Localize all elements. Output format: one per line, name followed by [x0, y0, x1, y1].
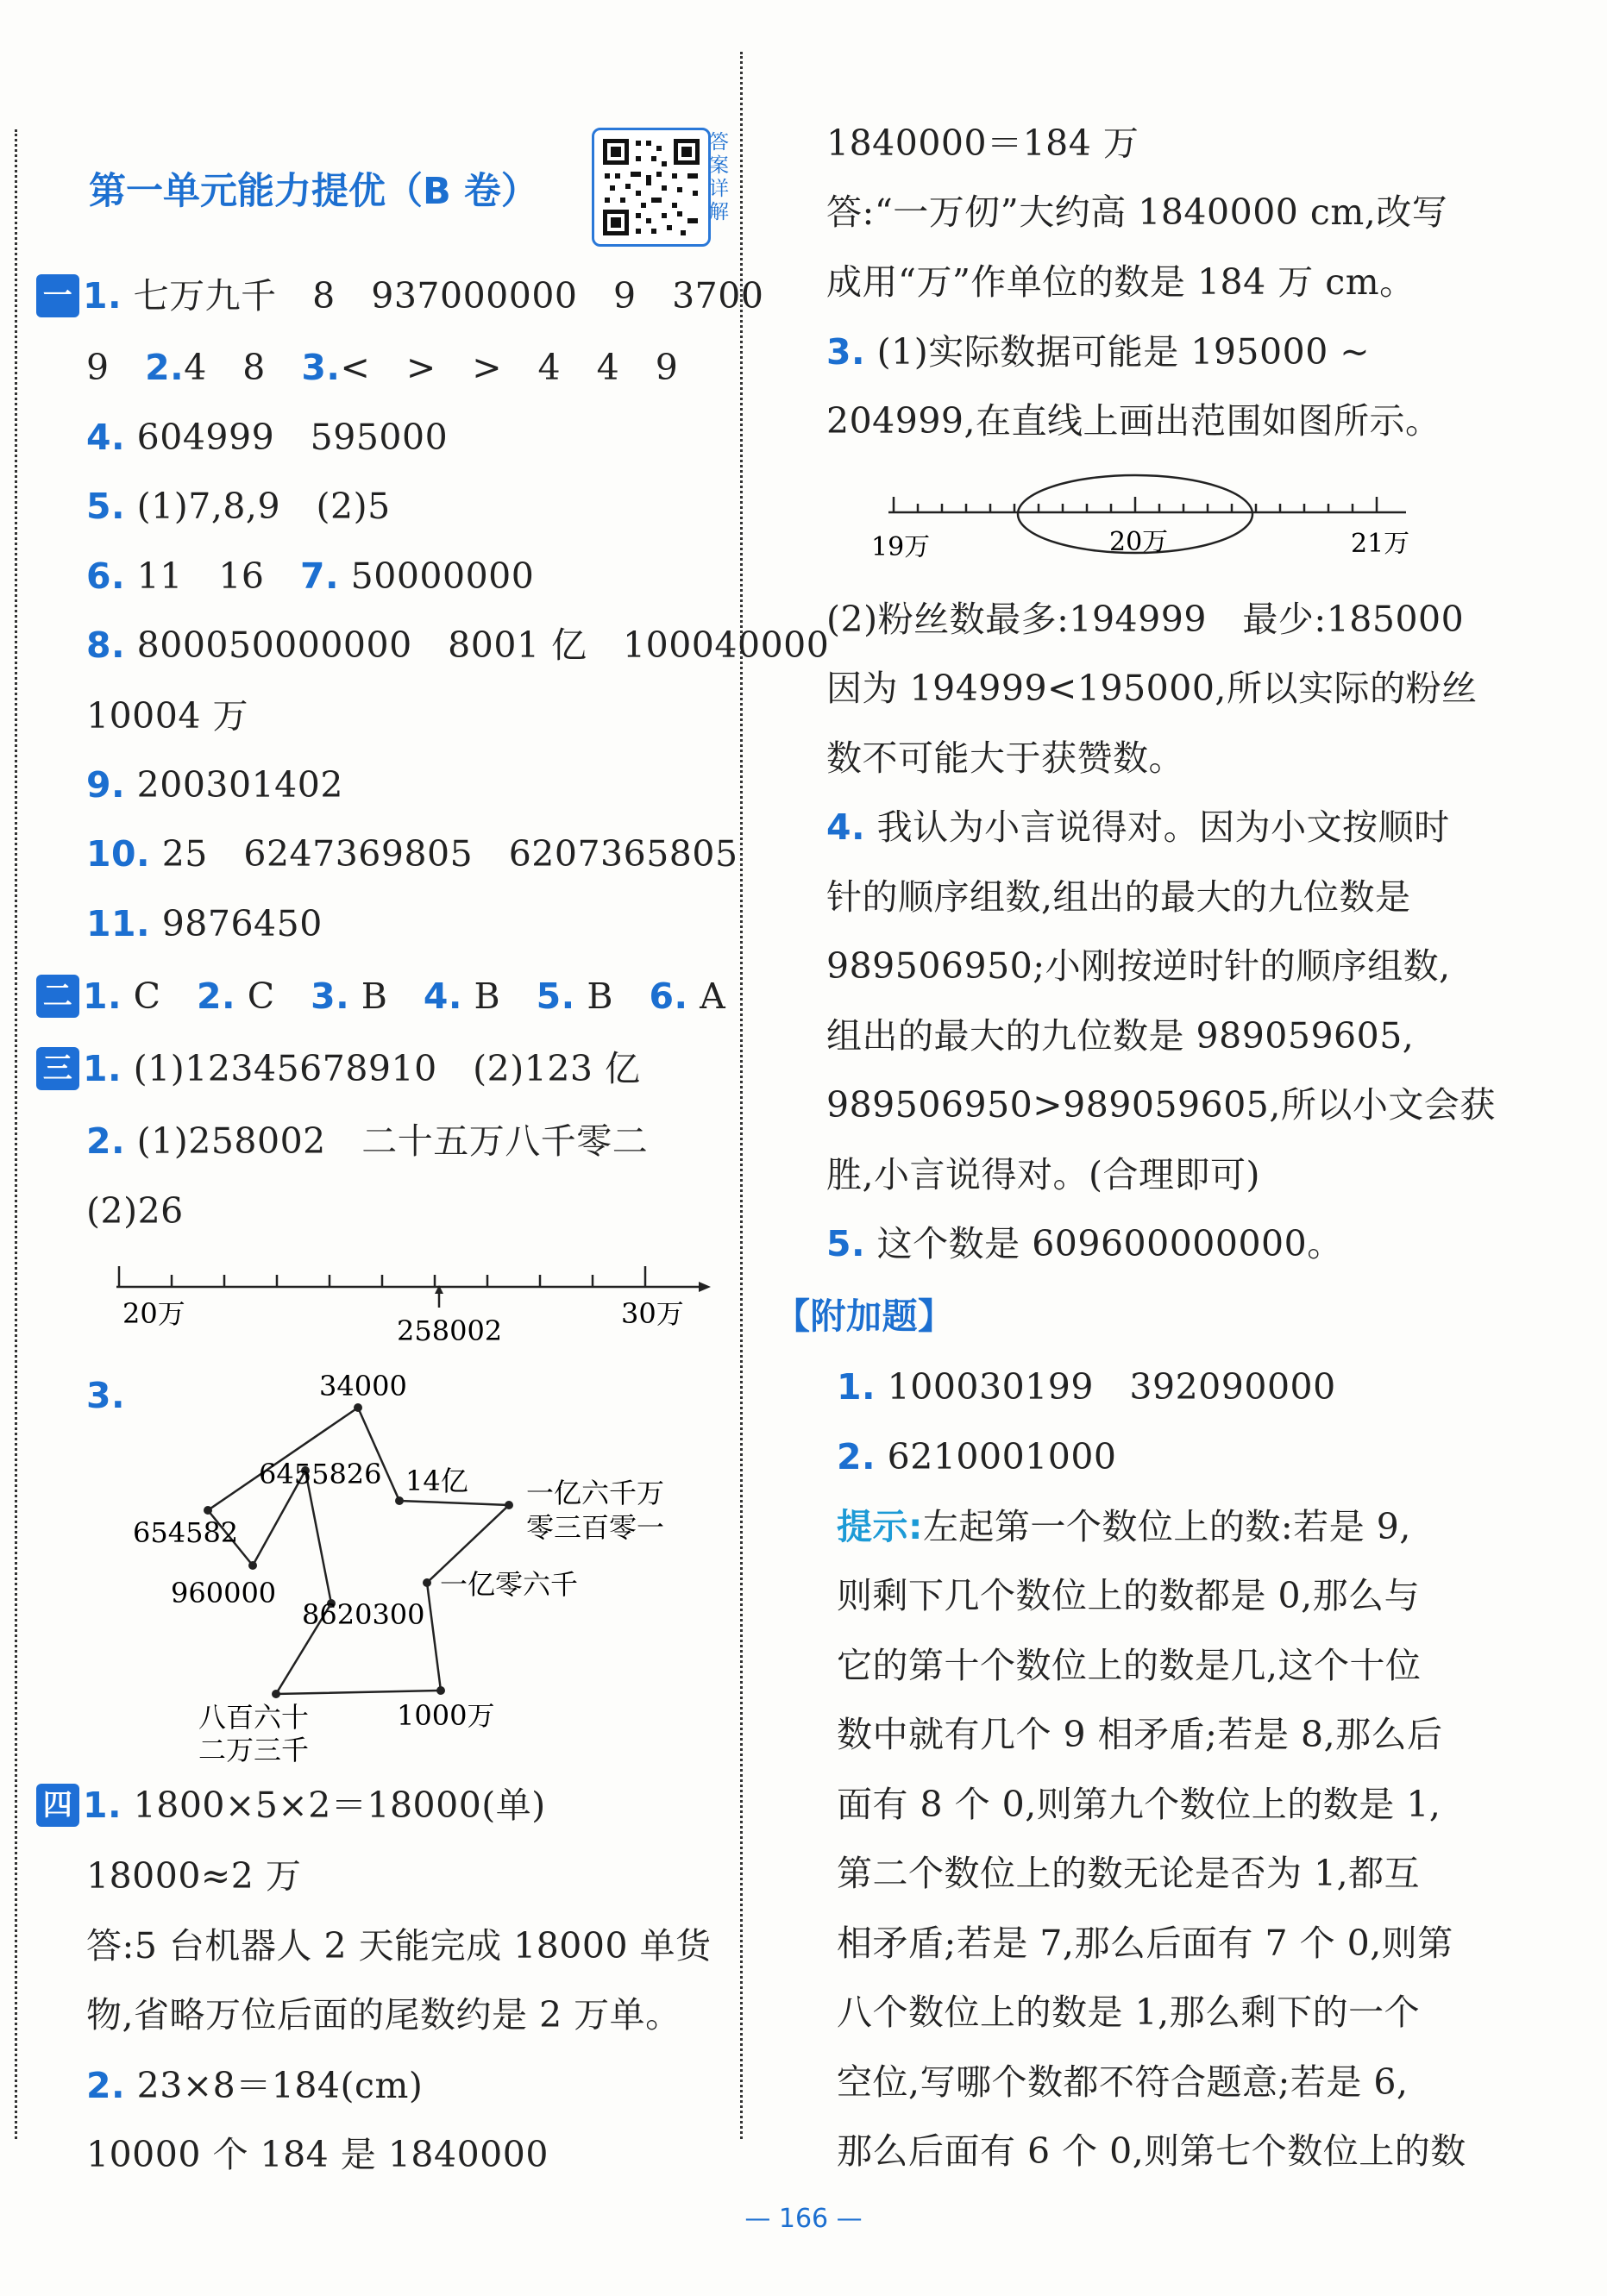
star-node-i: 1000万 — [397, 1699, 495, 1732]
right-line-24 — [837, 1849, 1420, 1898]
answer-text: 针的顺序组数,组出的最大的九位数是 — [826, 876, 1411, 918]
answer-text: (2)26 — [86, 1190, 184, 1232]
star-diagram — [121, 1354, 707, 1768]
q-number: 9. — [86, 764, 126, 806]
answer-text: 面有 8 个 0,则第九个数位上的数是 1, — [837, 1784, 1441, 1825]
left-line-21 — [86, 2130, 549, 2179]
q-number: 2. — [145, 347, 185, 388]
left-line-7 — [86, 692, 248, 740]
q-number: 6. — [86, 555, 126, 597]
answer-text: 七万九千 8 937000000 9 3700 — [133, 275, 764, 317]
star-path — [208, 1408, 509, 1694]
left-line-13 — [86, 1117, 648, 1165]
star-node-g: 8620300 — [302, 1598, 425, 1631]
answer-text: 989506950;小刚按逆时针的顺序组数, — [826, 945, 1451, 987]
number-line-20w-30w — [104, 1242, 725, 1354]
answer-text: 4 8 — [184, 347, 302, 388]
answer-text: 9 — [86, 347, 146, 388]
right-line-1 — [826, 119, 1139, 167]
answer-text: 这个数是 609600000000。 — [876, 1223, 1343, 1264]
answer-text: C — [247, 975, 311, 1017]
answer-text: 它的第十个数位上的数是几,这个十位 — [837, 1645, 1422, 1686]
number-line-right-label: 30万 — [621, 1297, 684, 1330]
answer-text: A — [700, 975, 726, 1017]
star-node-f: 960000 — [171, 1577, 277, 1609]
answer-text: 我认为小言说得对。因为小文按顺时 — [876, 806, 1450, 848]
q-number: 2. — [837, 1436, 876, 1477]
right-line-13 — [826, 1081, 1496, 1129]
answer-text: 相矛盾;若是 7,那么后面有 7 个 0,则第 — [837, 1923, 1453, 1964]
star-node-h1: 八百六十 — [198, 1701, 310, 1734]
number-line-left-label: 20万 — [122, 1297, 185, 1330]
q-number: 2. — [86, 1120, 126, 1162]
right-line-12 — [826, 1012, 1414, 1060]
answer-text: 604999 595000 — [136, 417, 449, 458]
q-number: 5. — [536, 975, 575, 1017]
answer-text: 200301402 — [136, 764, 343, 806]
q-number: 1. — [83, 275, 122, 317]
q-number: 5. — [826, 1223, 866, 1264]
answer-text: 10004 万 — [86, 695, 248, 737]
page-number: — 166 — — [744, 2204, 863, 2234]
left-line-18 — [86, 1922, 712, 1970]
right-line-22 — [837, 1710, 1443, 1759]
answer-text: 9876450 — [161, 903, 323, 944]
right-line-26 — [837, 1988, 1420, 2036]
right-line-14 — [826, 1151, 1260, 1199]
right-line-4 — [826, 328, 1370, 376]
left-line-10 — [86, 900, 323, 948]
answer-text: 数不可能大于获赞数。 — [826, 737, 1184, 779]
answer-text: 因为 194999<195000,所以实际的粉丝 — [826, 668, 1478, 709]
answer-text: 那么后面有 6 个 0,则第七个数位上的数 — [837, 2130, 1466, 2172]
q-number: 1. — [837, 1366, 876, 1408]
answer-text: B — [587, 975, 650, 1017]
answer-text: 答:5 台机器人 2 天能完成 18000 单货 — [86, 1925, 712, 1967]
hint-label: 提示: — [837, 1506, 923, 1547]
answer-text: 左起第一个数位上的数:若是 9, — [922, 1506, 1411, 1547]
q-number: 4. — [86, 417, 126, 458]
answer-text: 组出的最大的九位数是 989059605, — [826, 1015, 1415, 1057]
left-line-19 — [86, 1991, 681, 2039]
answer-text: 物,省略万位后面的尾数约是 2 万单。 — [86, 1994, 681, 2036]
right-line-18 — [837, 1433, 1117, 1481]
answer-text: 答:“一万仞”大约高 1840000 cm,改写 — [826, 191, 1448, 233]
answer-text: 10000 个 184 是 1840000 — [86, 2134, 549, 2175]
left-line-20 — [86, 2061, 423, 2110]
right-line-10 — [826, 873, 1411, 921]
answer-text: 18000≈2 万 — [86, 1855, 302, 1897]
right-line-6 — [826, 595, 1464, 643]
left-line-8 — [86, 761, 343, 809]
answer-text: 则剩下几个数位上的数都是 0,那么与 — [837, 1575, 1421, 1616]
right-line-21 — [837, 1641, 1422, 1690]
column-divider — [740, 52, 743, 2139]
q-number: 4. — [423, 975, 462, 1017]
section-badge-4: 四 — [36, 1784, 79, 1827]
right-line-9 — [826, 803, 1450, 851]
left-line-11 — [36, 972, 725, 1021]
q-number: 3. — [311, 975, 350, 1017]
bonus-section-heading: 【附加题】 — [775, 1295, 954, 1337]
qr-code-label: 答案详解 — [709, 131, 729, 223]
q-number: 2. — [86, 2065, 126, 2106]
star-node-b: 14亿 — [405, 1465, 468, 1497]
answer-text: 204999,在直线上画出范围如图所示。 — [826, 400, 1441, 442]
right-line-15 — [826, 1220, 1343, 1268]
left-line-16 — [36, 1781, 546, 1830]
qr-code-icon — [594, 130, 708, 244]
answer-text: (1)12345678910 (2)123 亿 — [133, 1048, 641, 1089]
answer-text: 第二个数位上的数无论是否为 1,都互 — [837, 1853, 1421, 1894]
left-line-14 — [86, 1187, 184, 1235]
right-line-7 — [826, 664, 1477, 712]
star-node-e: 一亿零六千 — [440, 1568, 579, 1601]
page-title: 第一单元能力提优（B 卷） — [89, 170, 538, 213]
answer-text: 800050000000 8001 亿 100040000 — [136, 624, 830, 666]
q-number: 3. — [301, 347, 341, 388]
left-line-2 — [86, 343, 678, 392]
star-node-c1: 一亿六千万 — [526, 1477, 665, 1509]
answer-text: 100030199 392090000 — [887, 1366, 1336, 1408]
answer-text: 11 16 — [136, 555, 300, 597]
answer-text: (1)258002 二十五万八千零二 — [136, 1120, 649, 1162]
number-line-mid-label: 20万 — [1109, 527, 1169, 557]
q-number: 7. — [300, 555, 340, 597]
star-node-h2: 二万三千 — [198, 1734, 310, 1766]
answer-text: 989506950>989059605,所以小文会获 — [826, 1084, 1496, 1126]
q-number: 8. — [86, 624, 126, 666]
left-line-17 — [86, 1852, 301, 1900]
number-line-left-label: 19万 — [871, 532, 931, 562]
right-line-11 — [826, 942, 1451, 990]
answer-text: C — [133, 975, 198, 1017]
answer-text: 数中就有几个 9 相矛盾;若是 8,那么后 — [837, 1714, 1443, 1755]
q-number: 1. — [83, 1048, 122, 1089]
q-number: 3. — [826, 331, 866, 373]
answer-text: (2)粉丝数最多:194999 最少:185000 — [826, 599, 1465, 640]
left-line-5 — [86, 552, 534, 600]
left-line-6 — [86, 621, 829, 669]
right-line-23 — [837, 1780, 1441, 1829]
qr-code[interactable] — [592, 128, 711, 247]
left-line-9 — [86, 830, 738, 878]
left-margin-divider — [15, 129, 17, 2139]
answer-text: 胜,小言说得对。(合理即可) — [826, 1154, 1261, 1195]
left-line-12 — [36, 1044, 641, 1094]
right-line-20 — [837, 1571, 1420, 1620]
answer-text: 25 6247369805 6207365805 — [161, 833, 738, 875]
answer-text: (1)7,8,9 (2)5 — [136, 486, 391, 527]
left-line-4 — [86, 482, 391, 530]
right-line-28 — [837, 2127, 1466, 2175]
star-node-c2: 零三百零一 — [526, 1511, 665, 1544]
answer-text: B — [361, 975, 424, 1017]
q-number: 3. — [86, 1375, 126, 1416]
left-line-15 — [86, 1371, 125, 1420]
right-line-5 — [826, 397, 1441, 445]
star-node-a: 6455826 — [259, 1458, 382, 1490]
q-number: 1. — [83, 1785, 122, 1826]
number-line-19w-21w — [871, 473, 1423, 568]
answer-text: < > > 4 4 9 — [340, 347, 679, 388]
section-badge-1: 一 — [36, 274, 79, 317]
answer-text: 1800×5×2＝18000(单) — [133, 1785, 546, 1826]
section-badge-2: 二 — [36, 975, 79, 1018]
q-number: 1. — [83, 975, 122, 1017]
left-line-1 — [36, 272, 763, 321]
right-line-25 — [837, 1919, 1453, 1967]
answer-text: B — [474, 975, 537, 1017]
right-line-19 — [837, 1502, 1411, 1551]
q-number: 6. — [649, 975, 688, 1017]
answer-text: (1)实际数据可能是 195000 ~ — [876, 331, 1371, 373]
answer-text: 6210001000 — [887, 1436, 1117, 1477]
answer-text: 1840000＝184 万 — [826, 122, 1139, 164]
q-number: 2. — [197, 975, 236, 1017]
q-number: 11. — [86, 903, 151, 944]
number-line-right-label: 21万 — [1351, 529, 1410, 559]
star-node-top: 34000 — [319, 1370, 407, 1402]
q-number: 5. — [86, 486, 126, 527]
right-line-27 — [837, 2058, 1409, 2106]
right-line-3 — [826, 258, 1416, 306]
number-line-mid-label: 258002 — [397, 1314, 503, 1347]
right-line-17 — [837, 1363, 1336, 1411]
right-line-2 — [826, 188, 1447, 236]
section-badge-3: 三 — [36, 1047, 79, 1090]
answer-text: 成用“万”作单位的数是 184 万 cm。 — [826, 261, 1416, 303]
q-number: 10. — [86, 833, 151, 875]
answer-text: 23×8＝184(cm) — [136, 2065, 424, 2106]
left-line-3 — [86, 413, 448, 461]
star-node-d: 654582 — [133, 1516, 239, 1549]
q-number: 4. — [826, 806, 866, 848]
answer-text: 50000000 — [350, 555, 535, 597]
answer-text: 空位,写哪个数都不符合题意;若是 6, — [837, 2061, 1409, 2103]
right-line-8 — [826, 734, 1184, 782]
answer-text: 八个数位上的数是 1,那么剩下的一个 — [837, 1992, 1421, 2033]
